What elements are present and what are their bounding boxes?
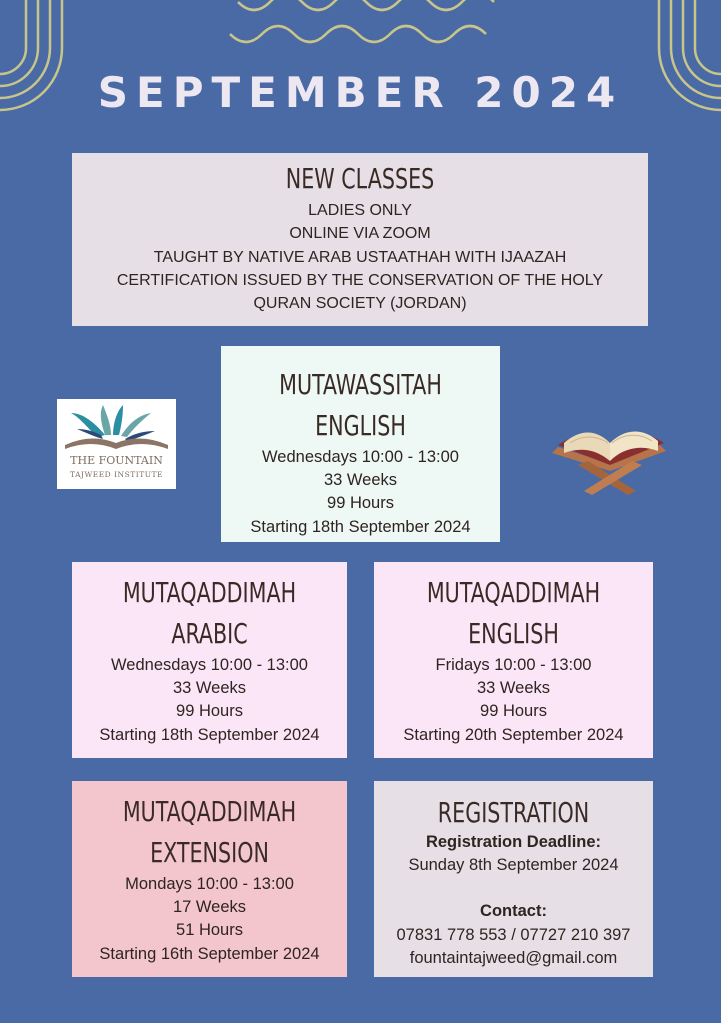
info-line-ladies: LADIES ONLY xyxy=(308,202,412,219)
new-classes-heading: NEW CLASSES xyxy=(285,162,435,195)
course-weeks: 33 Weeks xyxy=(323,471,398,490)
course-weeks: 33 Weeks xyxy=(172,679,247,698)
course-title-line1: MUTAQADDIMAH xyxy=(122,576,297,609)
course-weeks: 33 Weeks xyxy=(476,679,551,698)
contact-email: fountaintajweed@gmail.com xyxy=(409,948,618,967)
registration-panel xyxy=(374,781,653,977)
info-line-certification: CERTIFICATION ISSUED BY THE CONSERVATION OF THE HOLY xyxy=(116,271,604,289)
course-schedule: Wednesdays 10:00 - 13:00 xyxy=(262,448,459,466)
fountain-logo-icon xyxy=(57,399,176,455)
course-start-date: Starting 16th September 2024 xyxy=(99,944,320,963)
course-schedule: Fridays 10:00 - 13:00 xyxy=(435,656,592,674)
course-card-mutaqaddimah-arabic xyxy=(72,562,347,758)
contact-phones: 07831 778 553 / 07727 210 397 xyxy=(396,925,631,944)
course-title-line2: ARABIC xyxy=(171,617,248,650)
course-weeks: 17 Weeks xyxy=(172,898,247,917)
page-title: SEPTEMBER 2024 xyxy=(97,68,624,117)
info-line-society: QURAN SOCIETY (JORDAN) xyxy=(253,295,467,313)
course-start-date: Starting 20th September 2024 xyxy=(403,725,624,744)
course-title-line1: MUTAQADDIMAH xyxy=(426,576,601,609)
course-title-line2: EXTENSION xyxy=(150,836,269,869)
course-start-date: Starting 18th September 2024 xyxy=(99,725,320,744)
logo-name-text: THE FOUNTAIN xyxy=(70,454,163,467)
course-card-mutawassitah xyxy=(221,346,500,542)
wave-lines-decoration xyxy=(228,0,498,60)
logo-subtitle-text: TAJWEED INSTITUTE xyxy=(70,470,163,479)
info-line-teacher: TAUGHT BY NATIVE ARAB USTAATHAH WITH IJAAZAH xyxy=(153,248,567,266)
course-card-mutaqaddimah-english xyxy=(374,562,653,758)
new-classes-panel xyxy=(72,153,648,326)
open-quran-on-stand-icon xyxy=(548,403,674,499)
course-card-mutaqaddimah-extension xyxy=(72,781,347,977)
course-title-line1: MUTAWASSITAH xyxy=(279,368,442,401)
course-hours: 99 Hours xyxy=(480,702,547,721)
course-title-line1: MUTAQADDIMAH xyxy=(122,795,297,828)
course-hours: 51 Hours xyxy=(176,921,243,940)
contact-label: Contact: xyxy=(480,902,547,921)
info-line-online: ONLINE VIA ZOOM xyxy=(289,225,431,243)
course-start-date: Starting 18th September 2024 xyxy=(250,517,471,536)
registration-heading: REGISTRATION xyxy=(437,796,590,829)
course-title-line2: ENGLISH xyxy=(468,617,559,650)
course-schedule: Mondays 10:00 - 13:00 xyxy=(125,875,294,893)
course-hours: 99 Hours xyxy=(176,702,243,721)
course-schedule: Wednesdays 10:00 - 13:00 xyxy=(111,656,308,674)
course-hours: 99 Hours xyxy=(327,494,394,513)
deadline-date: Sunday 8th September 2024 xyxy=(408,856,619,875)
course-title-line2: ENGLISH xyxy=(315,409,406,442)
deadline-label: Registration Deadline: xyxy=(425,833,602,851)
fountain-logo xyxy=(57,399,176,489)
